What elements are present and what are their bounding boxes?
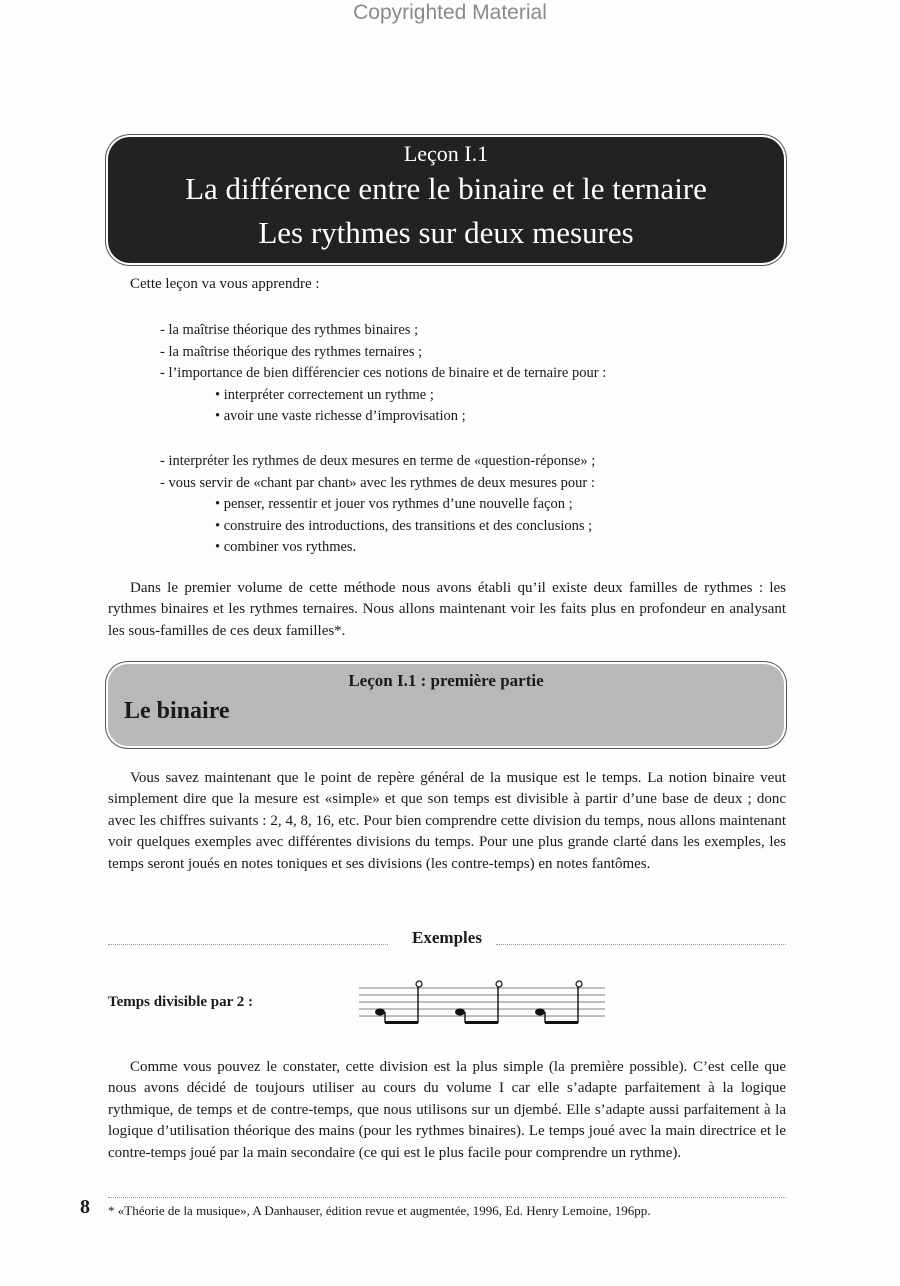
list-item: - vous servir de «chant par chant» avec les rythmes de deux mesures pour :: [160, 474, 595, 491]
objectives-list-2: [160, 451, 595, 559]
section-title-box: [108, 664, 784, 746]
footnote: * «Théorie de la musique», A Danhauser, édition revue et augmentée, 1996, Ed. Henry Lemoine, 196pp.: [108, 1203, 651, 1218]
example-label: Temps divisible par 2 :: [108, 994, 254, 1010]
paragraph-binaire: Vous savez maintenant que le point de repère général de la musique est le temps. La notion binaire veut simplement dire que la mesure est «simple» et que son temps est divisible à partir d’une base de deux ; donc avec les chiffres suivants : 2, 4, 8, 16, etc. Pour bien comprendre cette division du temps, nous allons maintenant voir quelques exemples avec différentes divisions du temps. Pour une plus grande clarté dans les exemples, les temps seront joués en notes toniques et ses divisions (les contre-temps) en notes fantômes.: [108, 770, 786, 872]
examples-heading-text: Exemples: [412, 928, 482, 947]
list-item: • penser, ressentir et jouer vos rythmes d’une nouvelle façon ;: [215, 496, 573, 513]
lesson-title-box: [108, 137, 784, 263]
lesson-number: Leçon I.1: [403, 141, 489, 166]
page-number: 8: [80, 1196, 90, 1218]
list-item: • combiner vos rythmes.: [215, 539, 357, 556]
section-subtitle: Leçon I.1 : première partie: [348, 671, 544, 690]
paragraph-families: Dans le premier volume de cette méthode nous avons établi qu’il existe deux familles de rythmes : les rythmes binaires et les rythmes ternaires. Nous allons maintenant voir les faits plus en profondeur en analysant les sous-familles de ces deux familles*.: [108, 580, 786, 639]
list-item: - interpréter les rythmes de deux mesures en terme de «question-réponse» ;: [160, 453, 596, 469]
lesson-title-line-1: La différence entre le binaire et le ternaire: [185, 171, 707, 206]
list-item: - l’importance de bien différencier ces notions de binaire et de ternaire pour :: [160, 365, 607, 382]
lesson-title-line-2: Les rythmes sur deux mesures: [258, 215, 634, 250]
objectives-list-1: [160, 320, 606, 428]
footer-divider: [108, 1197, 786, 1198]
list-item: • avoir une vaste richesse d’improvisation ;: [215, 408, 466, 425]
paragraph-division: Comme vous pouvez le constater, cette division est la plus simple (la première possible). C’est celle que nous avons décidé de toujours utiliser au cours du volume I car elle s’adapte parfaitement à la logique rythmique, de temps et de contre-temps, que nous utilisons sur un djembé. Elle s’adapte aussi parfaitement à la logique d’utilisation théorique des mains (pour les rythmes binaires). Le temps joué avec la main directrice et le contre-temps joué par la main secondaire (ce qui est le plus facile pour comprendre un rythme).: [108, 1059, 786, 1161]
list-item: - la maîtrise théorique des rythmes ternaires ;: [160, 343, 423, 360]
section-title: Le binaire: [124, 698, 230, 724]
examples-heading: [108, 928, 786, 952]
rhythm-notation: [355, 975, 607, 1031]
watermark: Copyrighted Material: [353, 1, 547, 24]
list-item: • interpréter correctement un rythme ;: [215, 386, 434, 403]
list-item: • construire des introductions, des transitions et des conclusions ;: [215, 517, 593, 534]
list-item: - la maîtrise théorique des rythmes binaires ;: [160, 322, 419, 338]
intro-text: Cette leçon va vous apprendre :: [130, 276, 320, 292]
